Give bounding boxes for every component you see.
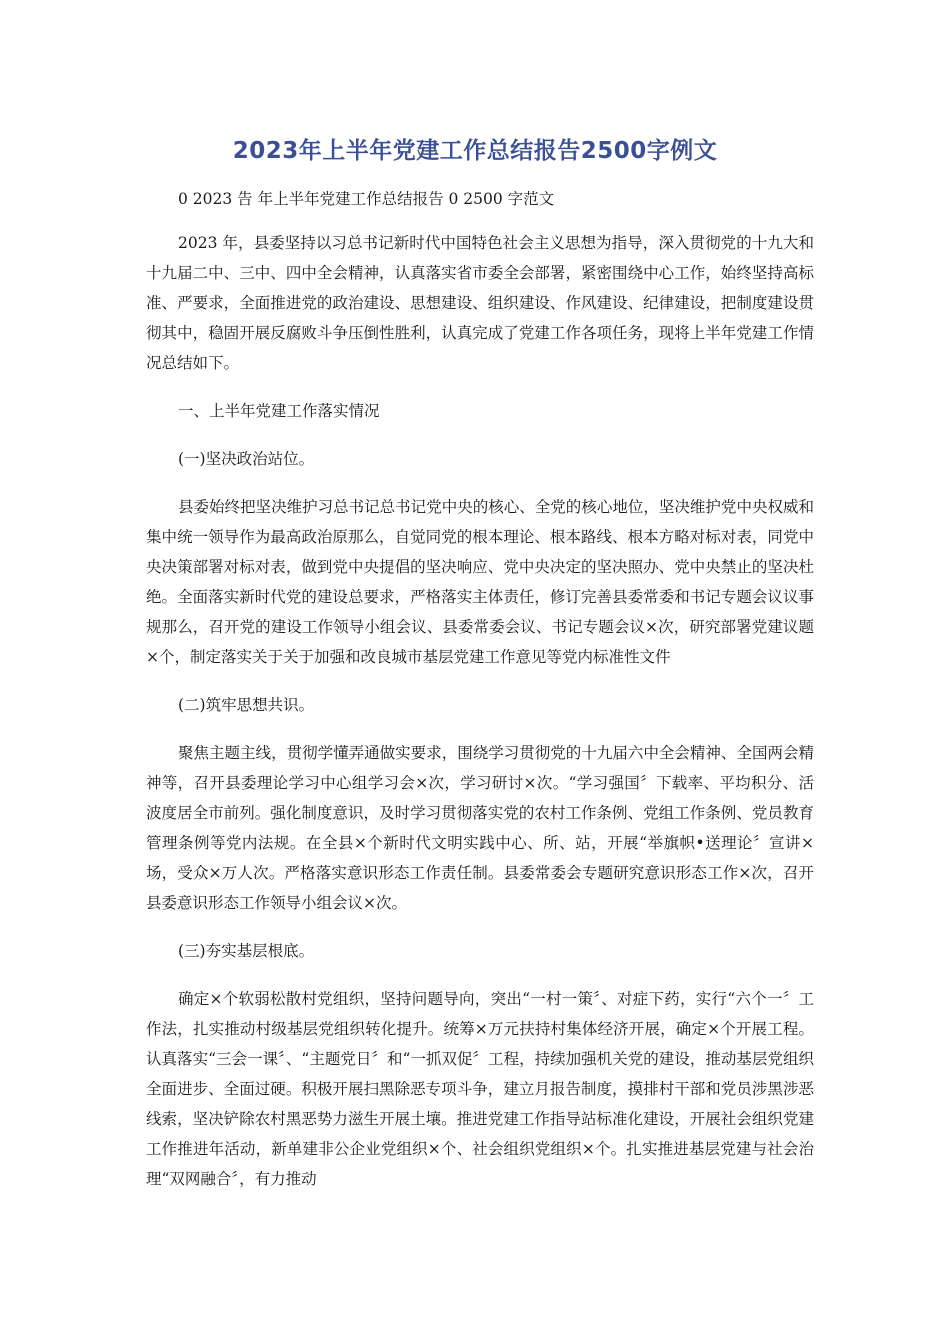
subsection-heading-2: (二)筑牢思想共识。 [178, 696, 315, 714]
document-title: 2023年上半年党建工作总结报告2500字例文 [232, 138, 718, 164]
document-subtitle: 0 2023 告 年上半年党建工作总结报告 0 2500 字范文 [178, 190, 555, 208]
subsection-heading-3: (三)夯实基层根底。 [178, 942, 315, 960]
paragraph-grassroots: 确定×个软弱松散村党组织，坚持问题导向，突出“一村一策〞、对症下药，实行“六个一〞工作法，扎实推动村级基层党组织转化提升。统筹×万元扶持村集体经济开展，确定×个开展工程。认真落实“三会一课〞、“主题党日〞和“一抓双促〞工程，持续加强机关党的建设，推动基层党组织全面进步、全面过硬。积极开展扫黑除恶专项斗争，建立月报告制度，摸排村干部和党员涉黑涉恶线索，坚决铲除农村黑恶势力滋生开展土壤。推进党建工作指导站标准化建设，开展社会组织党建工作推进年活动，新单建非公企业党组织×个、社会组织党组织×个。扎实推进基层党建与社会治理“双网融合〞，有力推动 [146, 990, 814, 1188]
section-heading-1: 一、上半年党建工作落实情况 [178, 402, 380, 420]
paragraph-intro: 2023 年，县委坚持以习总书记新时代中国特色社会主义思想为指导，深入贯彻党的十九大和十九届二中、三中、四中全会精神，认真落实省市委全会部署，紧密围绕中心工作，始终坚持高标准、严要求，全面推进党的政治建设、思想建设、组织建设、作风建设、纪律建设，把制度建设贯彻其中，稳固开展反腐败斗争压倒性胜利，认真完成了党建工作各项任务，现将上半年党建工作情况总结如下。 [146, 234, 814, 372]
subsection-heading-1: (一)坚决政治站位。 [178, 450, 315, 468]
paragraph-political: 县委始终把坚决维护习总书记总书记党中央的核心、全党的核心地位，坚决维护党中央权威和集中统一领导作为最高政治原那么，自觉同党的根本理论、根本路线、根本方略对标对表，同党中央决策部署对标对表，做到党中央提倡的坚决响应、党中央决定的坚决照办、党中央禁止的坚决杜绝。全面落实新时代党的建设总要求，严格落实主体责任，修订完善县委常委和书记专题会议议事规那么，召开党的建设工作领导小组会议、县委常委会议、书记专题会议×次，研究部署党建议题×个，制定落实关于关于加强和改良城市基层党建工作意见等党内标准性文件 [146, 498, 814, 666]
paragraph-ideology: 聚焦主题主线，贯彻学懂弄通做实要求，围绕学习贯彻党的十九届六中全会精神、全国两会精神等，召开县委理论学习中心组学习会×次，学习研讨×次。“学习强国〞下载率、平均积分、活波度居全市前列。强化制度意识，及时学习贯彻落实党的农村工作条例、党组工作条例、党员教育管理条例等党内法规。在全县×个新时代文明实践中心、所、站，开展“举旗帜•送理论〞宣讲×场，受众×万人次。严格落实意识形态工作责任制。县委常委会专题研究意识形态工作×次，召开县委意识形态工作领导小组会议×次。 [146, 744, 814, 912]
document-body [146, 184, 814, 1212]
